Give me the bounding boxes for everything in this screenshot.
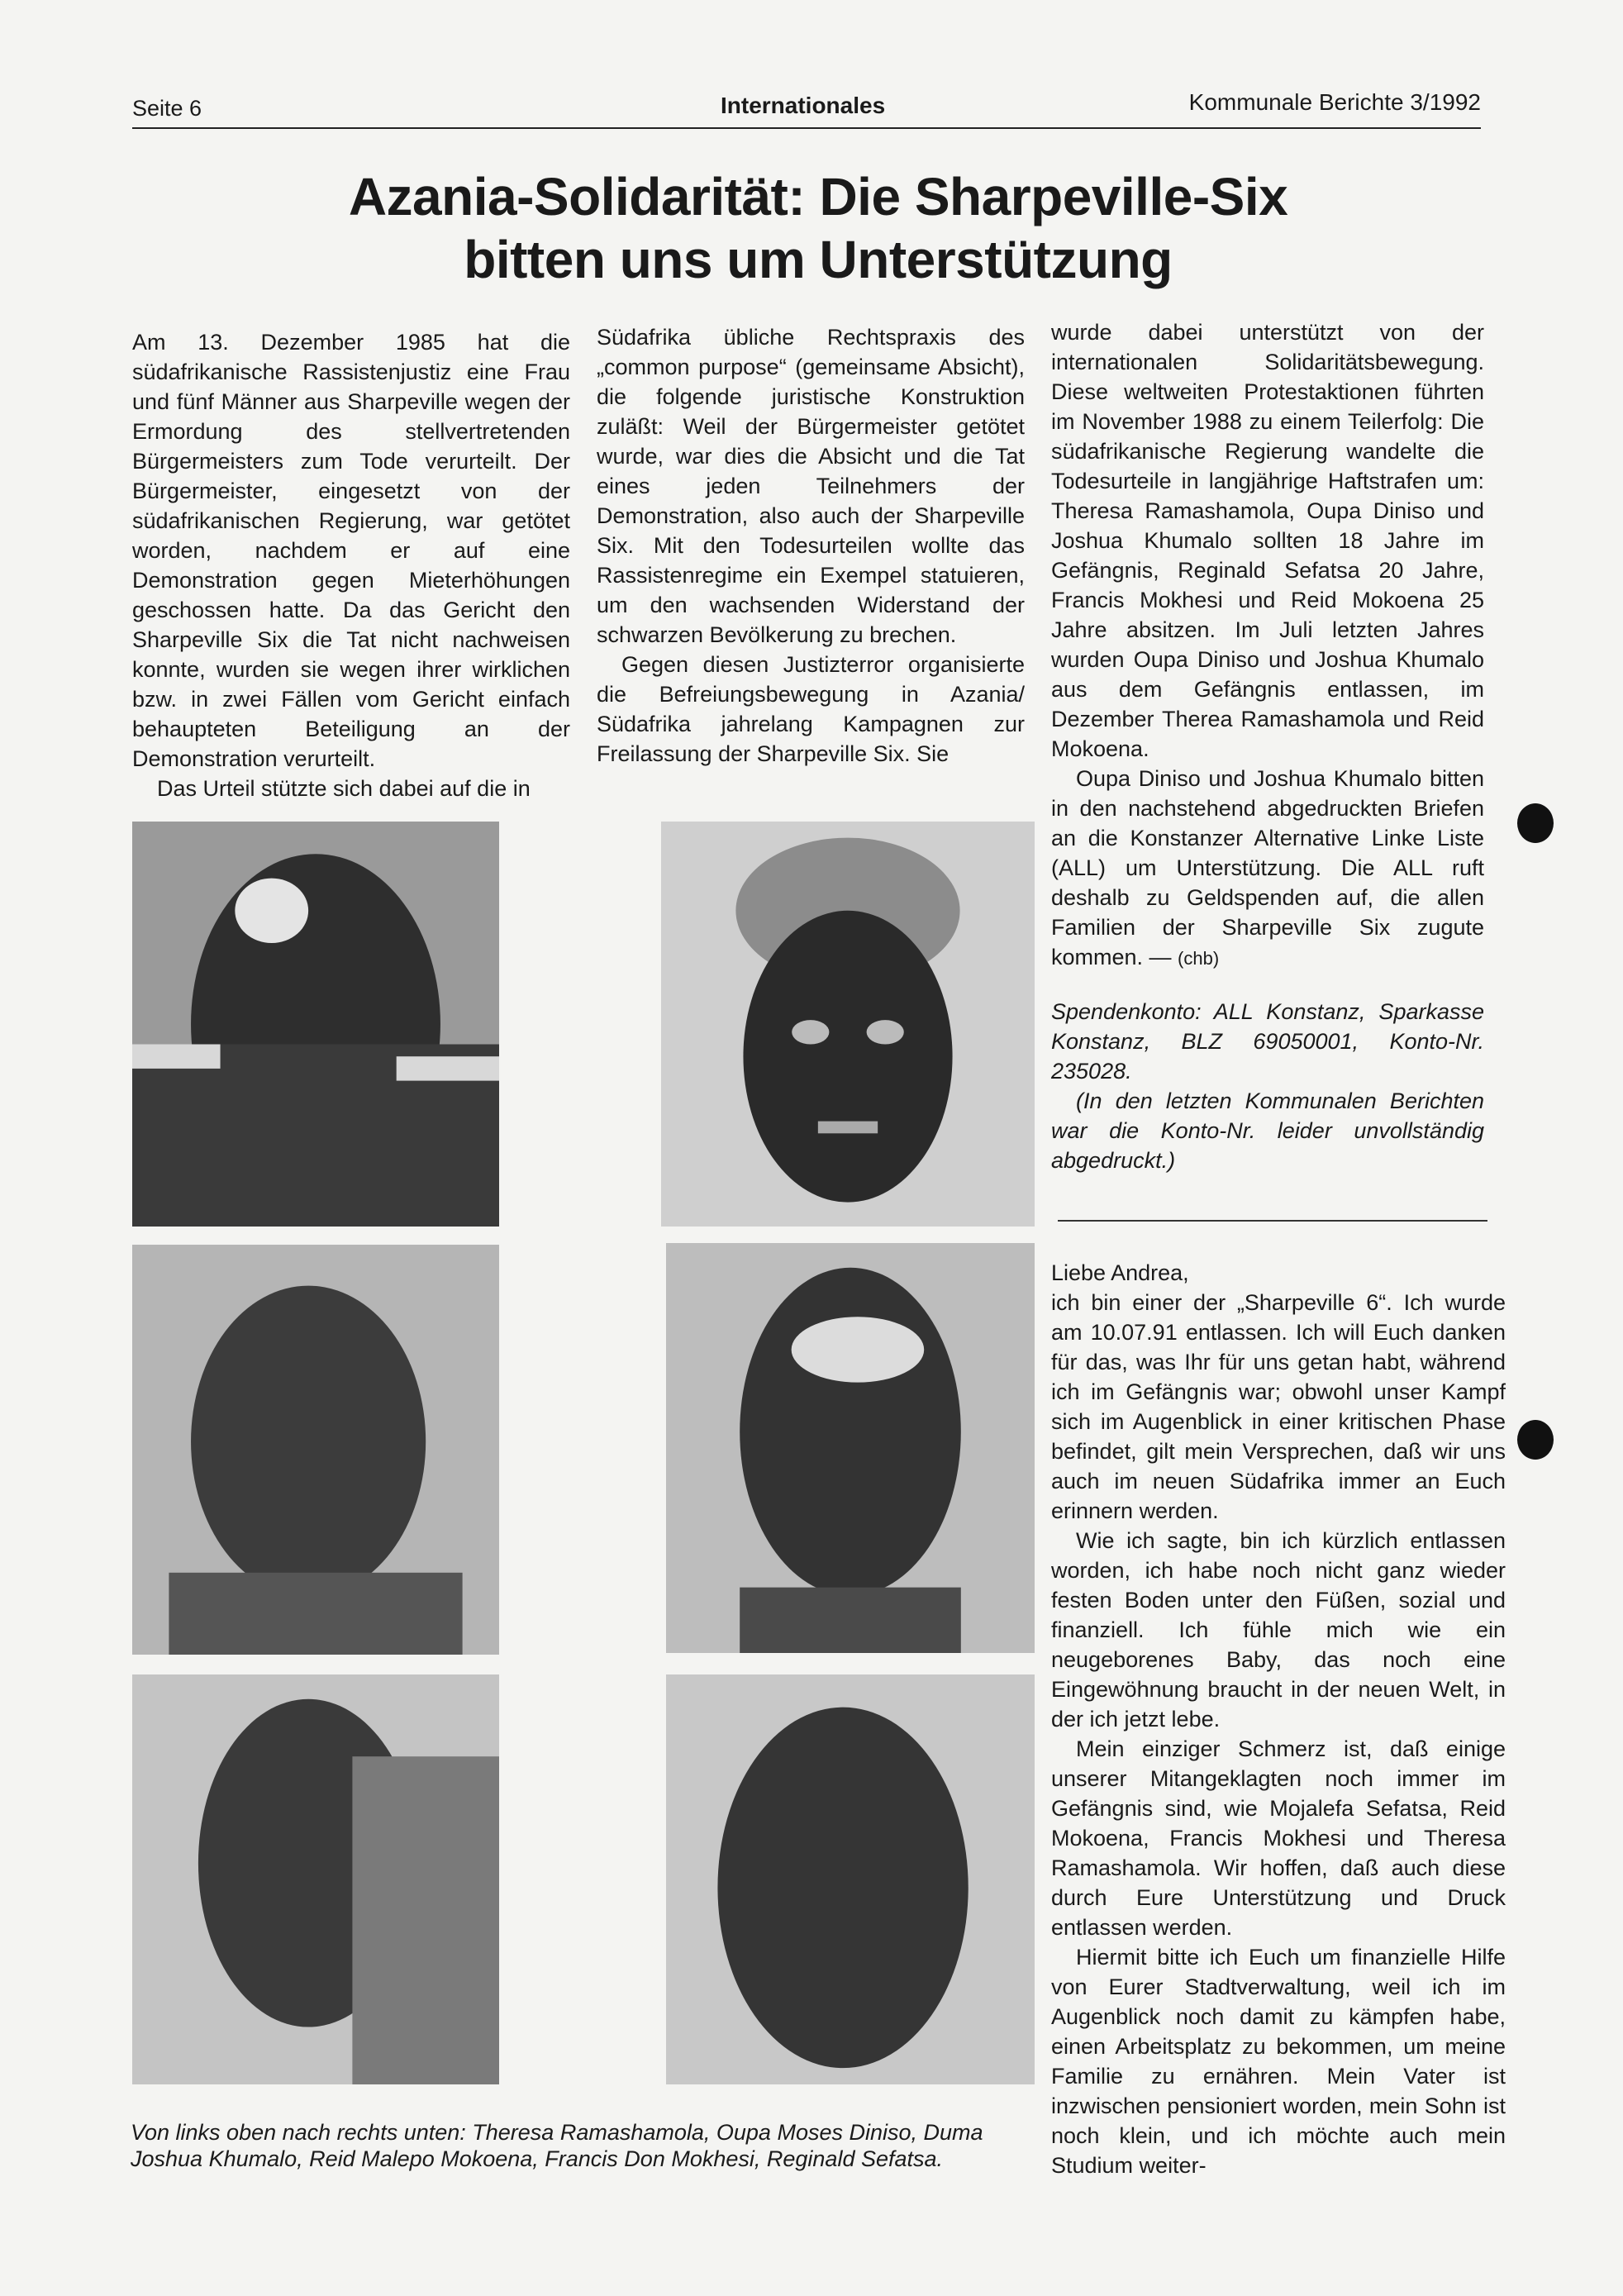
punch-hole	[1517, 1420, 1554, 1460]
portrait-photo	[661, 822, 1035, 1227]
portrait-photo	[666, 1674, 1035, 2084]
punch-hole	[1517, 803, 1554, 843]
article-column-1	[132, 327, 570, 803]
paragraph: Das Urteil stützte sich dabei auf die in	[157, 776, 531, 801]
paragraph-text: Oupa Diniso und Joshua Khumalo bitten in den nachstehend abgedruckten Briefen an die Konstanzer Alternative Linke Liste (ALL) um Unterstützung. Die ALL ruft deshalb zu Geldspenden auf, die allen Familien der Sharpeville Six zugute kommen. —	[1051, 766, 1484, 969]
title-line-2: bitten uns um Unterstützung	[464, 230, 1173, 289]
portrait-photo	[132, 1674, 499, 2084]
donation-account: Spendenkonto: ALL Konstanz, Sparkasse Konstanz, BLZ 69050001, Konto-Nr. 235028.	[1051, 999, 1484, 1084]
page-number: Seite 6	[132, 96, 202, 121]
paragraph: Mein einziger Schmerz ist, daß einige unserer Mitangeklagten noch immer im Gefängnis sind, wie Mojalefa Sefatsa, Reid Mokoena, Francis Mokhesi und Theresa Ramashamola. Wir hoffen, daß auch diese durch Eure Unterstützung und Druck entlassen werden.	[1051, 1736, 1506, 1940]
author-signature: (chb)	[1178, 948, 1220, 969]
paragraph: Wie ich sagte, bin ich kürzlich entlassen worden, ich habe noch nicht ganz wieder festen Boden unter den Füßen, sozial und finanziell. Ich fühle mich wie ein neugeborenes Baby, das noch eine Eingewöhnung braucht in der neuen Welt, in der ich jetzt lebe.	[1051, 1528, 1506, 1732]
correction-note: (In den letzten Kommunalen Berichten war die Konto-Nr. leider unvollständig abgedruckt.)	[1051, 1088, 1484, 1173]
paragraph: Gegen diesen Justizterror organisierte die Befreiungsbewegung in Azania/ Südafrika jahrelang Kampagnen zur Freilassung der Sharpeville Six. Sie	[597, 652, 1025, 766]
letter-salutation: Liebe Andrea,	[1051, 1260, 1189, 1285]
photo-caption: Von links oben nach rechts unten: Theresa Ramashamola, Oupa Moses Diniso, Duma Joshua Khumalo, Reid Malepo Mokoena, Francis Don Mokhesi, Reginald Sefatsa.	[131, 2120, 983, 2171]
paragraph: ich bin einer der „Sharpeville 6“. Ich wurde am 10.07.91 entlassen. Ich will Euch danken für das, was Ihr für uns getan habt, während ich im Gefängnis war; obwohl unser Kampf sich im Augenblick in einer kritischen Phase befindet, gilt mein Versprechen, daß wir uns auch im neuen Südafrika immer an Euch erinnern werden.	[1051, 1290, 1506, 1523]
section-name: Internationales	[721, 93, 886, 118]
page-header	[132, 89, 1481, 129]
paragraph: Südafrika übliche Rechtspraxis des „common purpose“ (gemeinsame Absicht), die folgende juristische Konstruktion zuläßt: Weil der Bürgermeister getötet wurde, war dies die Absicht und die Tat eines jeden Teilnehmers der Demonstration, also auch der Sharpeville Six. Mit den Todesurteilen wollte das Rassistenregime ein Exempel statuieren, um den wachsenden Widerstand der schwarzen Bevölkerung zu brechen.	[597, 325, 1025, 647]
portrait-photo	[132, 1245, 499, 1655]
letter	[1051, 1258, 1506, 2180]
paragraph: Am 13. Dezember 1985 hat die südafrikanische Rassistenjustiz eine Frau und fünf Männer aus Sharpeville wegen der Ermordung des stellvertretenden Bürgermeisters zum Tode verurteilt. Der Bürgermeister, eingesetzt von der südafrikanischen Regierung, war getötet worden, nachdem er auf eine Demonstration gegen Mieterhöhungen geschossen hatte. Da das Gericht den Sharpeville Six die Tat nicht nachweisen konnte, wurden sie wegen ihrer wirklichen bzw. in zwei Fällen vom Gericht einfach behaupteten Beteiligung an der Demonstration verurteilt.	[132, 330, 570, 771]
divider	[1058, 1220, 1487, 1222]
paragraph	[1051, 764, 1484, 974]
portrait-photo	[132, 822, 499, 1227]
article-column-2	[597, 322, 1025, 769]
portrait-photo	[666, 1243, 1035, 1653]
paragraph: Hiermit bitte ich Euch um finanzielle Hilfe von Eurer Stadtverwaltung, weil ich im Augenblick noch damit zu kämpfen habe, einen Arbeitsplatz zu bekommen, um meine Familie zu ernähren. Mein Vater ist inzwischen pensioniert worden, mein Sohn ist noch klein, und ich möchte auch mein Studium weiter-	[1051, 1945, 1506, 2178]
paragraph: wurde dabei unterstützt von der internationalen Solidaritätsbewegung. Diese weltweiten Protestaktionen führten im November 1988 zu einem Teilerfolg: Die südafrikanische Regierung wandelte die Todesurteile in langjährige Haftstrafen um: Theresa Ramashamola, Oupa Diniso und Joshua Khumalo sollten 18 Jahre im Gefängnis, Reginald Sefatsa 20 Jahre, Francis Mokhesi und Reid Mokoena 25 Jahre absitzen. Im Juli letzten Jahres wurden Oupa Diniso und Joshua Khumalo aus dem Gefängnis entlassen, im Dezember Therea Ramashamola und Reid Mokoena.	[1051, 320, 1484, 761]
title-line-1: Azania-Solidarität: Die Sharpeville-Six	[348, 167, 1288, 226]
article-column-3	[1051, 317, 1484, 1175]
publication-issue: Kommunale Berichte 3/1992	[1188, 89, 1481, 115]
article-title	[248, 165, 1388, 291]
